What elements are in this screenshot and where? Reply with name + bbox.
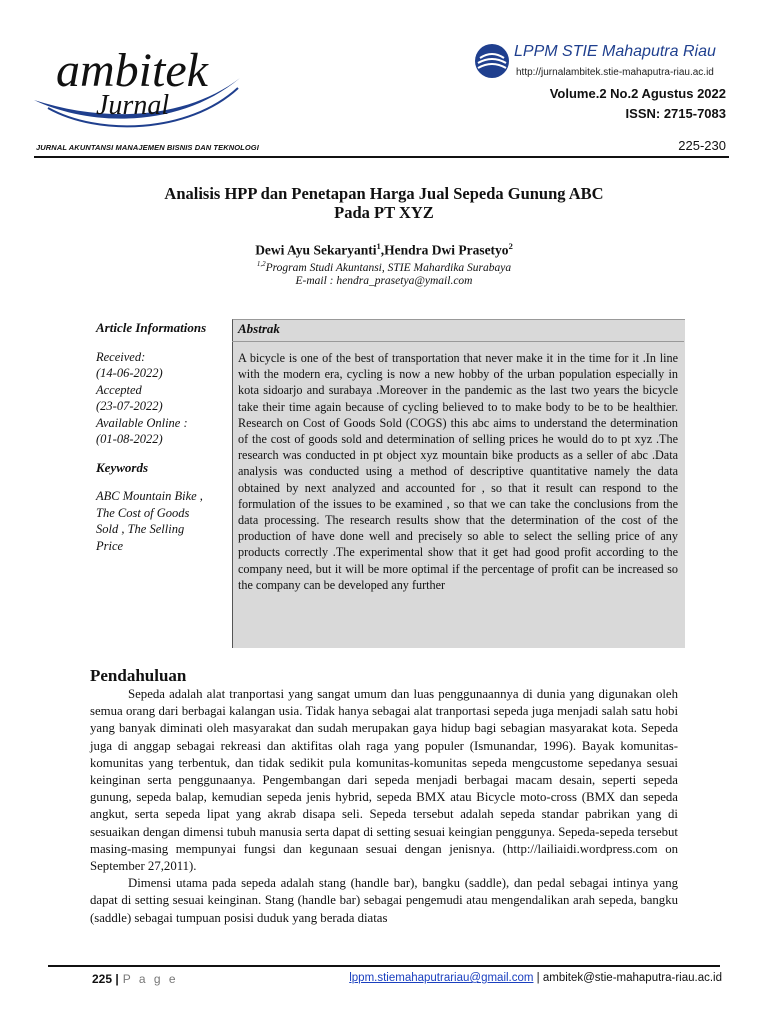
received-label: Received: xyxy=(96,349,146,364)
paragraph-2: Dimensi utama pada sepeda adalah stang (handle bar), bangku (saddle), dan pedal sebagai intinya yang dapat di setting sesuai keinginan. Stang (handle bar) sebagai pengemudi atau mengendalikan arah sepeda, bangku (saddle) sebagai tumpuan posisi duduk yang berada diatas xyxy=(90,876,678,925)
issn: ISSN: 2715-7083 xyxy=(625,106,726,121)
ambitek-journal-logo xyxy=(28,38,248,148)
title-line-1: Analisis HPP dan Penetapan Harga Jual Sepeda Gunung ABC xyxy=(164,184,604,203)
volume-info: Volume.2 No.2 Agustus 2022 xyxy=(549,86,726,101)
footer-contacts xyxy=(349,972,722,984)
author-email: E-mail : hendra_prasetya@ymail.com xyxy=(295,275,473,287)
authors: Dewi Ayu Sekaryanti$^1$,Hendra Dwi Prasetyo$^2$ xyxy=(255,241,513,258)
affiliation-text: Program Studi Akuntansi, STIE Mahardika Surabaya xyxy=(265,261,512,274)
online-date: (01-08-2022) xyxy=(96,432,163,446)
page-range: 225-230 xyxy=(678,138,726,153)
affiliation-sup: 1,2 xyxy=(256,260,266,268)
accepted-date: (23-07-2022) xyxy=(96,399,163,413)
article-info-heading: Article Informations xyxy=(96,320,207,335)
section-heading: Pendahuluan xyxy=(90,666,187,685)
author-1-sup: 1 xyxy=(376,241,381,251)
author-1: Dewi Ayu Sekaryanti xyxy=(255,242,377,258)
author-2-sup: 2 xyxy=(508,241,513,251)
journal-tagline: JURNAL AKUNTANSI MANAJEMEN BISNIS DAN TEKNOLOGI xyxy=(36,143,259,152)
keywords-line-3: Sold , The Selling xyxy=(96,522,185,536)
footer-divider xyxy=(48,965,720,967)
received-date: (14-06-2022) xyxy=(96,366,163,380)
footer-page-info: 225 | P a g e xyxy=(92,972,179,986)
logo-text-sub: Jurnal xyxy=(96,90,170,121)
keywords-heading: Keywords xyxy=(96,459,148,475)
keywords-line-2: The Cost of Goods xyxy=(96,505,190,520)
keywords-line-4: Price xyxy=(96,538,124,553)
footer-email-link[interactable]: lppm.stiemahaputrariau@gmail.com xyxy=(349,972,534,984)
online-label: Available Online : xyxy=(96,415,188,430)
footer-page-number: 225 xyxy=(92,972,113,986)
abstract-heading: Abstrak xyxy=(238,321,280,336)
header-divider xyxy=(34,156,729,158)
abstract-text: A bicycle is one of the best of transportation that never make it in the time for it .In line with the modern era, cycling is now a new hobby of the urban population especially in kota sidoarjo and surabaya .Moreover in the pandemic as the last two years the bicycle take their time again because of cycling believed to to make body to be to be healthier. Research on Cost of Goods Sold (COGS) this abc aims to understand the determination of the cost of goods sold and determination of selling prices he would do to pt xyz .The research was conducted in pt object xyz mountain bike products as a seller of abc .Data analysis was conducted using a method of descriptive quantitative namely the data obtained by next analyzed and accounted for , so that it result can respond to the formulation of the issues to be examined , so that we can take the conclusions from the data processing. The research results show that the determination of the cost of the production of have done well and precisely so able to select the selling price of any products correctly .The experimental show that it get had good profit according to the company need, but it will be more optimal if the percentage of profit can be increased so the company can be developed any further xyxy=(238,351,678,592)
body-text xyxy=(90,686,678,927)
article-info-column xyxy=(96,320,232,554)
title-line-2: Pada PT XYZ xyxy=(334,203,434,222)
lppm-emblem-icon xyxy=(474,43,510,79)
publisher-name: LPPM STIE Mahaputra Riau xyxy=(514,43,716,60)
footer-email-rest: | ambitek@stie-mahaputra-riau.ac.id xyxy=(533,972,722,984)
author-2: Hendra Dwi Prasetyo xyxy=(384,242,509,258)
logo-text-main: ambitek xyxy=(56,44,208,97)
accepted-label: Accepted xyxy=(96,382,142,397)
publisher-url[interactable]: http://jurnalambitek.stie-mahaputra-riau.ac.id xyxy=(516,67,714,78)
footer-page-label: P a g e xyxy=(122,972,179,986)
paragraph-1: Sepeda adalah alat tranportasi yang sangat umum dan luas penggunaannya di dunia yang digunakan oleh semua orang dari berbagai kalangan usia. Tidak hanya sebagai alat tranportasi sepeda juga menjadi salah satu hobi yang banyak diminati oleh masyarakat dan sudah merupakan gaya hidup bagi sebagian masyarakat kota. Sepeda juga di anggap sebagai rekreasi dan aktifitas olah raga yang populer (Ismunandar, 1996). Bayak komunitas-komunitas yang terbentuk, dan tidak sedikit pula komunitas-komunitas sepeda mengcustome sepedanya sesuai keinginan serta penggunaanya. Pengembangan dari sepeda menjadi berbagai macam desain, seperti sepeda gunung, sepeda balap, kemudian sepeda jenis hybrid, sepeda BMX atau Bicycle moto-cross (BMX dan sepeda angkut, serta sepeda lipat yang akrab disapa seli. Sepeda tersebut adalah sepeda standar pabrikan yang di sesuaikan dengan dimensi tubuh manusia serta dapat di setting sesuai keingian penggunya. Sepeda-sepeda tersebut masing-masing mempunyai fungsi dan kegunaan sesuai dengan jenisnya. (http://lailiaidi.wordpress.com on September 27,2011). xyxy=(90,687,678,874)
article-title xyxy=(84,184,684,222)
keywords-line-1: ABC Mountain Bike , xyxy=(96,489,203,503)
affiliation xyxy=(84,260,684,274)
abstract-divider xyxy=(232,341,684,342)
